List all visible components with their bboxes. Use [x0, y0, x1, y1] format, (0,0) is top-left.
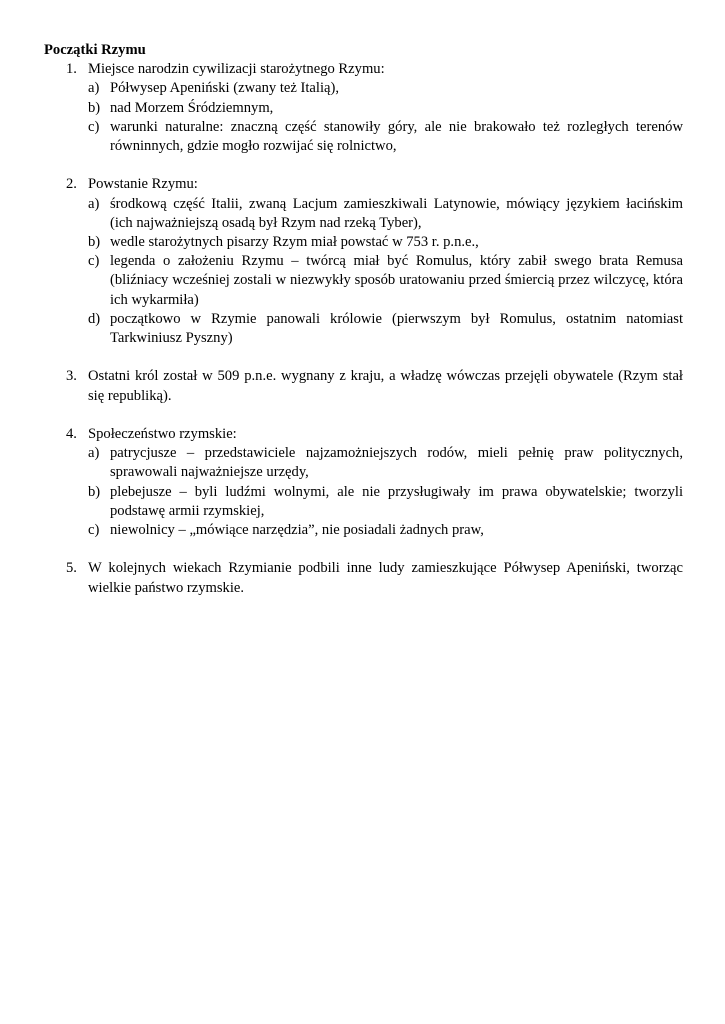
list-item-letter: c) [88, 522, 100, 539]
list-item-text: środkową część Italii, zwaną Lacjum zamieszkiwali Latynowie, mówiący językiem łacińskim (ich najważniejszą osadą był Rzym nad rzeką Tyber), [110, 195, 683, 231]
list-item [88, 79, 683, 98]
list-item-letter: b) [88, 99, 101, 116]
list-item-text: legenda o założeniu Rzymu – twórcą miał być Romulus, który zabił swego brata Remusa (bliźniacy wcześniej zostali w niezwykły sposób uratowaniu przed śmiercią przez wilczycę, która ich wykarmiła) [110, 253, 683, 308]
list-item-letter: b) [88, 483, 101, 500]
list-item [88, 444, 683, 482]
list-item [88, 118, 683, 156]
list-item-text: początkowo w Rzymie panowali królowie (pierwszym był Romulus, ostatnim natomiast Tarkwiniusz Pyszny) [110, 310, 683, 347]
list-item [88, 521, 683, 540]
list-item-text: niewolnicy – „mówiące narzędzia”, nie posiadali żadnych praw, [110, 522, 484, 539]
list-item-letter: a) [88, 445, 100, 462]
section-number: 1. [66, 61, 77, 78]
section-heading: W kolejnych wiekach Rzymianie podbili inne ludy zamieszkujące Półwysep Apeniński, tworząc wielkie państwo rzymskie. [88, 560, 683, 596]
section-number: 2. [66, 176, 77, 193]
section-1 [44, 60, 683, 156]
list-item-text: warunki naturalne: znaczną część stanowiły góry, ale nie brakowało też rozległych terenów równinnych, gdzie mogło rozwijać się rolnictwo, [110, 118, 683, 155]
list-item-text: patrycjusze – przedstawiciele najzamożniejszych rodów, mieli pełnię praw politycznych, sprawowali najważniejsze urzędy, [110, 445, 683, 481]
section-number: 3. [66, 368, 77, 385]
list-item [88, 483, 683, 521]
section-heading: Powstanie Rzymu: [88, 176, 198, 193]
section-4 [44, 425, 683, 540]
list-item [88, 99, 683, 118]
document-title: Początki Rzymu [44, 42, 146, 58]
section-2 [44, 175, 683, 348]
list-item-letter: d) [88, 310, 101, 327]
list-item-letter: a) [88, 80, 100, 97]
document-page [44, 41, 683, 617]
list-item-text: wedle starożytnych pisarzy Rzym miał powstać w 753 r. p.n.e., [110, 234, 479, 251]
list-item-text: plebejusze – byli ludźmi wolnymi, ale nie przysługiwały im prawa obywatelskie; tworzyli podstawę armii rzymskiej, [110, 483, 683, 519]
section-heading: Ostatni król został w 509 p.n.e. wygnany z kraju, a władzę wówczas przejęli obywatele (Rzym stał się republiką). [88, 368, 683, 404]
section-number: 5. [66, 560, 77, 577]
list-item [88, 310, 683, 348]
section-heading: Miejsce narodzin cywilizacji starożytnego Rzymu: [88, 61, 385, 78]
list-item [88, 195, 683, 233]
section-heading: Społeczeństwo rzymskie: [88, 426, 237, 443]
list-item-text: Półwysep Apeniński (zwany też Italią), [110, 80, 339, 97]
list-item-letter: c) [88, 118, 100, 135]
list-item [88, 252, 683, 310]
list-item-letter: c) [88, 253, 100, 270]
section-5 [44, 559, 683, 597]
list-item-letter: a) [88, 195, 100, 212]
list-item-text: nad Morzem Śródziemnym, [110, 99, 274, 116]
list-item [88, 233, 683, 252]
section-number: 4. [66, 426, 77, 443]
section-3 [44, 367, 683, 405]
list-item-letter: b) [88, 234, 101, 251]
